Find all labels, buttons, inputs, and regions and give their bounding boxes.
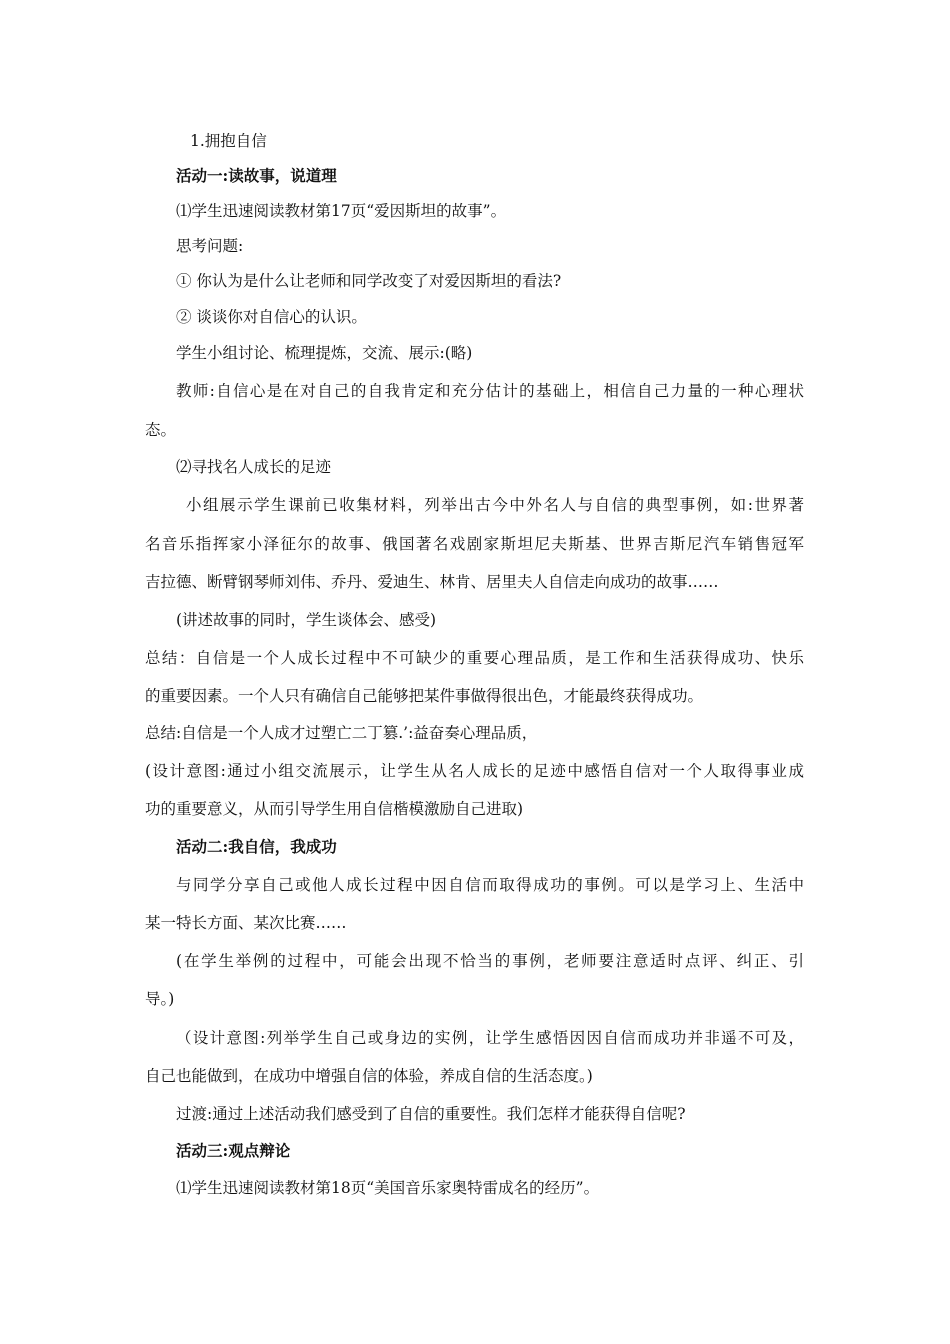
activity-one-heading: 活动一:读故事，说道理 xyxy=(176,166,337,185)
paragraph-line: 小组展示学生课前已收集材料，列举出古今中外名人与自信的典型事例，如:世界著 xyxy=(186,496,804,514)
activity-two-heading: 活动二:我自信，我成功 xyxy=(176,837,337,856)
summary-line: 总结:自信是一个人成才过塑亡二丁篡.’:益奋奏心理品质， xyxy=(145,724,538,742)
paragraph-line: 名音乐指挥家小泽征尔的故事、俄国著名戏剧家斯坦尼夫斯基、世界吉斯尼汽车销售冠军 xyxy=(145,535,804,553)
paragraph-line: 与同学分享自己或他人成长过程中因自信而取得成功的事例。可以是学习上、生活中 xyxy=(176,876,804,894)
transition-line: 过渡:通过上述活动我们感受到了自信的重要性。我们怎样才能获得自信呢? xyxy=(176,1105,686,1123)
summary-line: 的重要因素。一个人只有确信自己能够把某件事做得很出色，才能最终获得成功。 xyxy=(145,687,704,705)
paragraph-line: 学生小组讨论、梳理提炼，交流、展示:(略) xyxy=(176,344,473,362)
design-intent-line: 自己也能做到，在成功中增强自信的体验，养成自信的生活态度。) xyxy=(145,1067,593,1085)
question-item: ② 谈谈你对自信心的认识。 xyxy=(176,308,367,326)
design-intent-line: 功的重要意义，从而引导学生用自信楷模激励自己进取) xyxy=(145,800,524,818)
question-item: ① 你认为是什么让老师和同学改变了对爱因斯坦的看法? xyxy=(176,272,562,290)
paragraph-line: 吉拉德、断臂钢琴师刘伟、乔丹、爱迪生、林肯、居里夫人自信走向成功的故事…… xyxy=(145,573,719,591)
subsection-heading: ⑵寻找名人成长的足迹 xyxy=(176,458,332,476)
design-intent-line: （设计意图:列举学生自己或身边的实例，让学生感悟因因自信而成功并非遥不可及， xyxy=(176,1029,804,1047)
design-intent-line: (设计意图:通过小组交流展示，让学生从名人成长的足迹中感悟自信对一个人取得事业成 xyxy=(145,762,804,780)
paragraph-line: ⑴学生迅速阅读教材第17页“爱因斯坦的故事”。 xyxy=(176,202,507,220)
activity-three-heading: 活动三:观点辩论 xyxy=(176,1141,291,1160)
paragraph-line: 态。 xyxy=(145,421,177,439)
paragraph-line: ⑴学生迅速阅读教材第18页“美国音乐家奥特雷成名的经历”。 xyxy=(176,1179,600,1197)
paragraph-line: 某一特长方面、某次比赛…… xyxy=(145,914,347,932)
section-heading: 1.拥抱自信 xyxy=(190,132,267,150)
paragraph-line: (在学生举例的过程中，可能会出现不恰当的事例，老师要注意适时点评、纠正、引 xyxy=(176,952,804,970)
paragraph-line: (讲述故事的同时，学生谈体会、感受) xyxy=(176,611,437,629)
paragraph-line: 思考问题: xyxy=(176,237,244,255)
paragraph-line: 导。) xyxy=(145,990,175,1008)
summary-line: 总结：自信是一个人成长过程中不可缺少的重要心理品质，是工作和生活获得成功、快乐 xyxy=(145,649,804,667)
paragraph-line: 教师:自信心是在对自己的自我肯定和充分估计的基础上，相信自己力量的一种心理状 xyxy=(176,382,804,400)
